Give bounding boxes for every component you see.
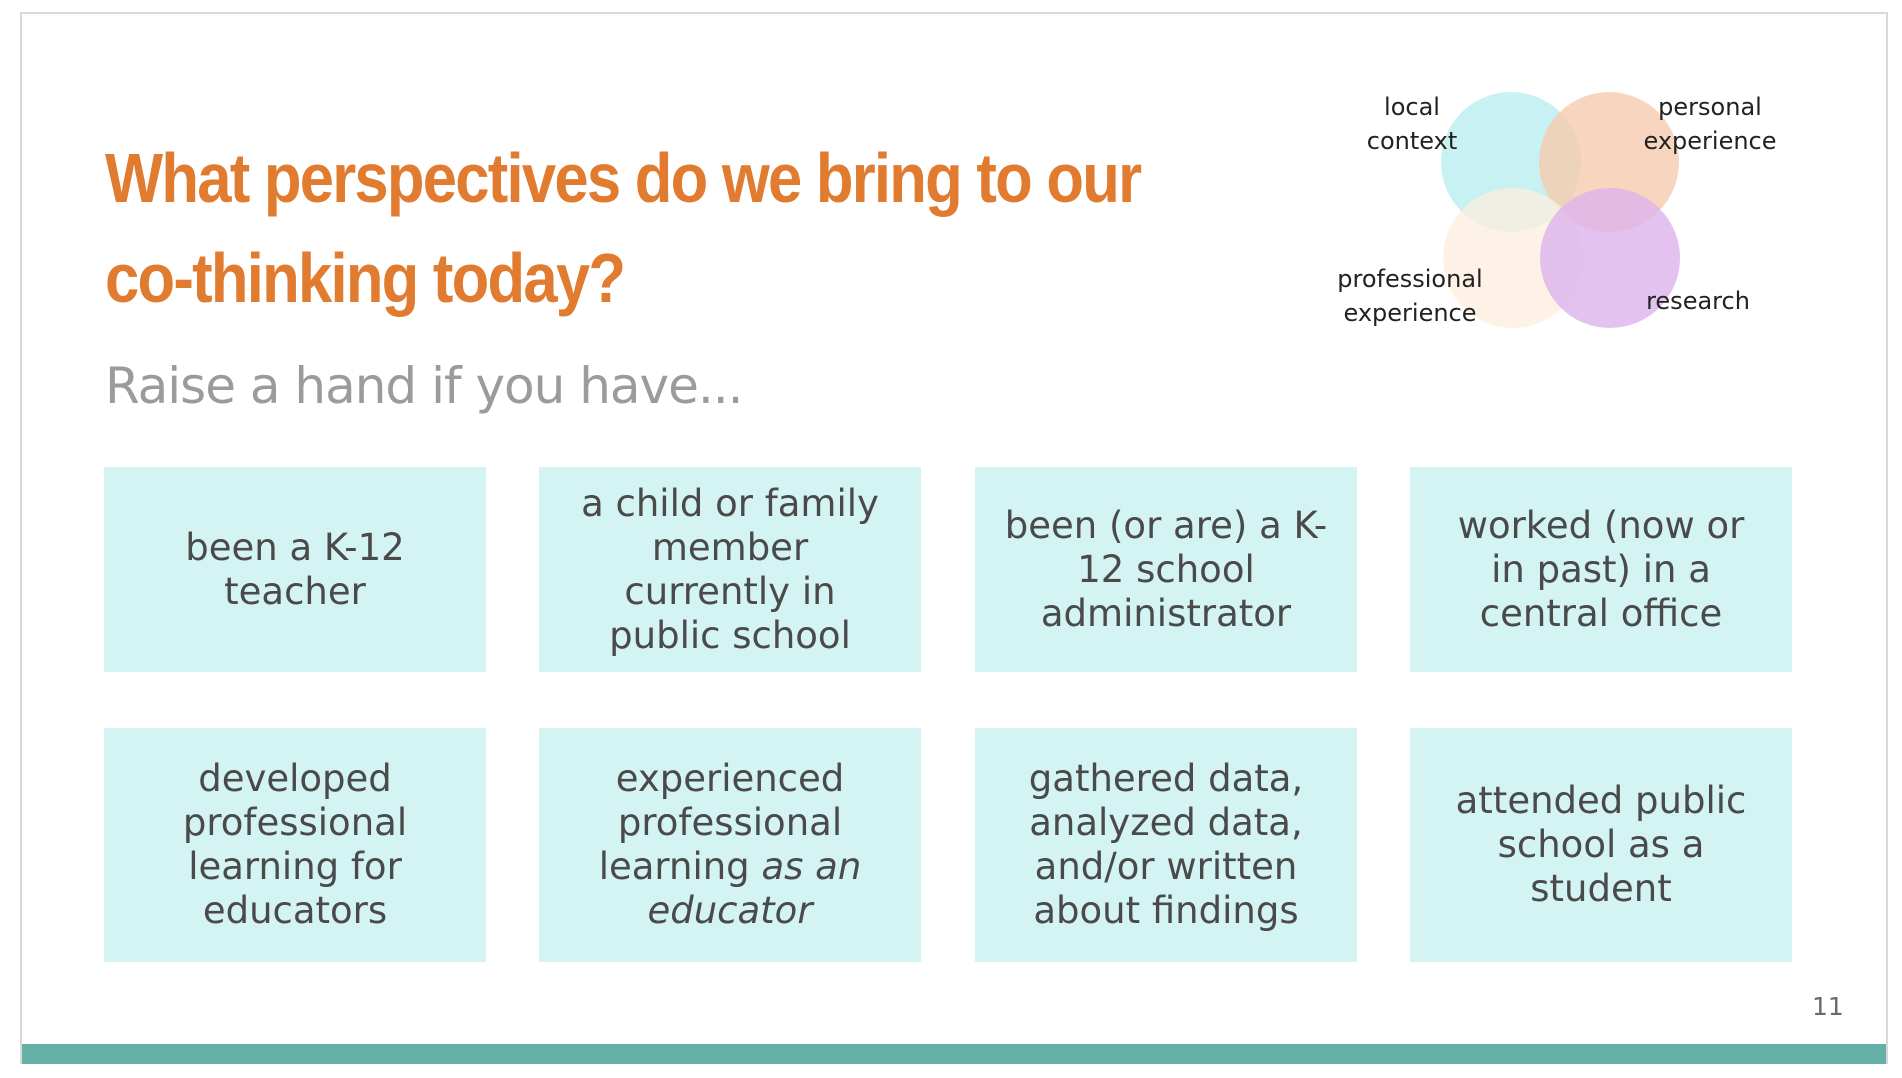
card-text: gathered data, analyzed data, and/or written about findings xyxy=(1028,757,1304,932)
card-text: worked (now or in past) in a central office xyxy=(1457,503,1745,635)
card-school-administrator xyxy=(975,467,1357,672)
card-developed-professional-learning xyxy=(104,728,486,962)
card-k12-teacher xyxy=(104,467,486,672)
card-gathered-data xyxy=(975,728,1357,962)
card-attended-public-school xyxy=(1410,728,1792,962)
card-text-italic: as an educator xyxy=(647,845,862,932)
venn-label-research: research xyxy=(1646,287,1750,315)
card-text xyxy=(567,757,893,933)
venn-label-personal-experience: personal experience xyxy=(1643,93,1777,155)
venn-diagram xyxy=(1310,76,1790,376)
card-central-office xyxy=(1410,467,1792,672)
card-text: a child or family member currently in public school xyxy=(581,481,879,657)
footer-bar xyxy=(22,1044,1886,1064)
card-text: attended public school as a student xyxy=(1455,779,1747,910)
card-text: been a K-12 teacher xyxy=(185,525,405,613)
page-number: 11 xyxy=(1812,992,1844,1021)
card-text: developed professional learning for educators xyxy=(182,757,408,932)
venn-label-professional-experience: professional experience xyxy=(1337,265,1483,327)
slide-subtitle: Raise a hand if you have... xyxy=(105,357,743,415)
card-text: been (or are) a K-12 school administrator xyxy=(1004,503,1328,635)
slide-title: What perspectives do we bring to our co-thinking today? xyxy=(105,139,1141,317)
card-family-in-public-school xyxy=(539,467,921,672)
venn-label-local-context: local context xyxy=(1366,93,1458,155)
card-text-regular: experienced professional learning xyxy=(598,757,845,888)
card-experienced-professional-learning xyxy=(539,728,921,962)
